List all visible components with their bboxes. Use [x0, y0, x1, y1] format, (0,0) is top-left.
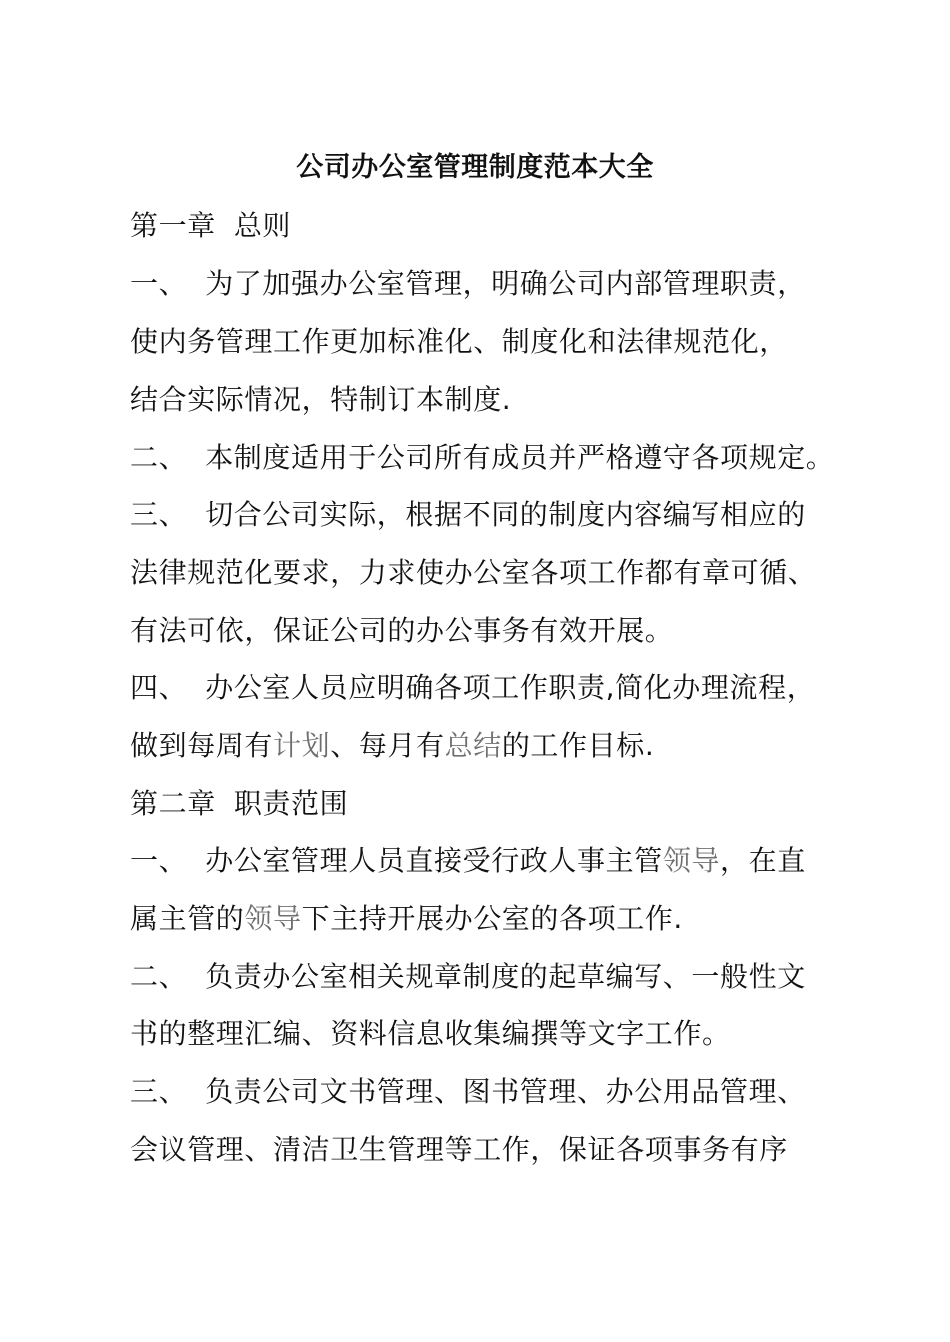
chapter-name: 职责范围	[233, 787, 349, 820]
clause-text: 本制度适用于公司所有成员并严格遵守各项规定。	[205, 441, 835, 474]
text-segment: ，在直	[720, 844, 806, 877]
chapter-name: 总则	[233, 209, 292, 242]
clause-continuation	[130, 726, 654, 766]
text-segment: 属主管的	[130, 902, 245, 935]
clause-marker: 二、	[130, 960, 188, 993]
clause-continuation: 有法可依，保证公司的办公事务有效开展。	[130, 614, 674, 647]
clause-line	[130, 841, 806, 881]
text-segment: 的工作目标.	[501, 729, 655, 762]
clause-continuation: 法律规范化要求，力求使办公室各项工作都有章可循、	[130, 556, 817, 589]
chapter-number: 第一章	[130, 209, 216, 242]
clause-line	[130, 957, 806, 997]
clause-text: 切合公司实际，根据不同的制度内容编写相应的	[205, 498, 806, 531]
clause-text: 负责办公室相关规章制度的起草编写、一般性文	[205, 960, 806, 993]
clause-marker: 二、	[130, 441, 188, 474]
chapter-heading-1	[130, 206, 291, 246]
clause-continuation: 使内务管理工作更加标准化、制度化和法律规范化，	[130, 325, 788, 358]
clause-continuation	[130, 899, 683, 939]
clause-continuation: 书的整理汇编、资料信息收集编撰等文字工作。	[130, 1017, 731, 1050]
document-title: 公司办公室管理制度范本大全	[296, 152, 654, 183]
clause-marker: 一、	[130, 844, 188, 877]
link-leadership[interactable]: 领导	[662, 844, 721, 877]
clause-text: 为了加强办公室管理，明确公司内部管理职责，	[205, 267, 806, 300]
link-summary[interactable]: 总结	[444, 729, 502, 762]
text-segment: 、每月有	[330, 729, 445, 762]
clause-continuation: 结合实际情况，特制订本制度.	[130, 383, 512, 416]
clause-marker: 一、	[130, 267, 188, 300]
chapter-number: 第二章	[130, 787, 216, 820]
clause-line	[130, 438, 834, 478]
clause-line	[130, 668, 815, 708]
clause-marker: 三、	[130, 498, 188, 531]
clause-continuation: 会议管理、清洁卫生管理等工作，保证各项事务有序	[130, 1133, 788, 1166]
text-segment: 下主持开展办公室的各项工作.	[301, 902, 683, 935]
clause-marker: 三、	[130, 1075, 188, 1108]
chapter-heading-2	[130, 784, 348, 824]
clause-text: 办公室人员应明确各项工作职责,简化办理流程，	[205, 671, 816, 704]
clause-text: 负责公司文书管理、图书管理、办公用品管理、	[205, 1075, 806, 1108]
link-leadership[interactable]: 领导	[244, 902, 302, 935]
clause-marker: 四、	[130, 671, 188, 704]
clause-line	[130, 264, 806, 304]
clause-line	[130, 495, 806, 535]
link-plan[interactable]: 计划	[273, 729, 331, 762]
clause-line	[130, 1072, 806, 1112]
text-segment: 办公室管理人员直接受行政人事主管	[205, 844, 663, 877]
text-segment: 做到每周有	[130, 729, 274, 762]
